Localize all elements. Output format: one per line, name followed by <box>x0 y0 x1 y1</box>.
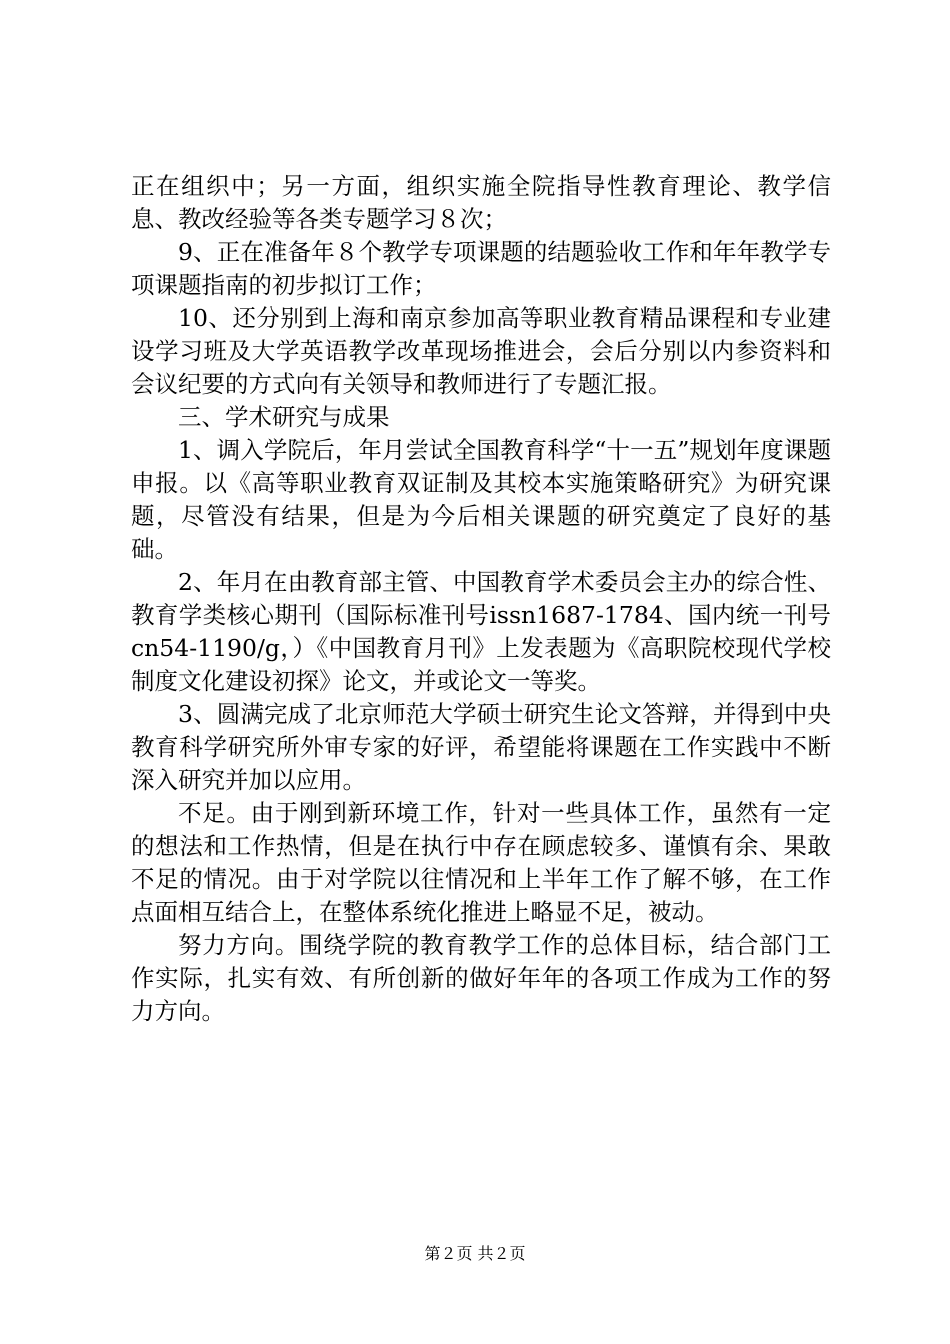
paragraph-direction: 努力方向。围绕学院的教育教学工作的总体目标，结合部门工作实际，扎实有效、有所创新的做好年年的各项工作成为工作的努力方向。 <box>131 931 831 1025</box>
page-number-footer: 第２页 共２页 <box>424 1244 526 1263</box>
section-heading-research: 三、学术研究与成果 <box>178 403 390 431</box>
paragraph-item-9: 9、正在准备年８个教学专项课题的结题验收工作和年年教学专项课题指南的初步拟订工作； <box>131 238 831 299</box>
paragraph-shortcomings: 不足。由于刚到新环境工作，针对一些具体工作，虽然有一定的想法和工作热情，但是在执行中存在顾虑较多、谨慎有余、果敢不足的情况。由于对学院以往情况和上半年工作了解不够，在工作点面相互结合上，在整体系统化推进上略显不足，被动。 <box>131 799 831 926</box>
paragraph-item-10: 10、还分别到上海和南京参加高等职业教育精品课程和专业建设学习班及大学英语教学改革现场推进会，会后分别以内参资料和会议纪要的方式向有关领导和教师进行了专题汇报。 <box>131 304 831 398</box>
paragraph-continuation: 正在组织中；另一方面，组织实施全院指导性教育理论、教学信息、教改经验等各类专题学习８次； <box>131 172 831 233</box>
document-body <box>131 170 831 1028</box>
paragraph-research-3: 3、圆满完成了北京师范大学硕士研究生论文答辩，并得到中央教育科学研究所外审专家的好评，希望能将课题在工作实践中不断深入研究并加以应用。 <box>131 700 831 794</box>
paragraph-research-1: 1、调入学院后，年月尝试全国教育科学“十一五”规划年度课题申报。以《高等职业教育双证制及其校本实施策略研究》为研究课题，尽管没有结果，但是为今后相关课题的研究奠定了良好的基础。 <box>131 436 831 563</box>
paragraph-research-2: 2、年月在由教育部主管、中国教育学术委员会主办的综合性、教育学类核心期刊（国际标准刊号issn1687-1784、国内统一刊号cn54-1190/g，）《中国教育月刊》上发表题为《高职院校现代学校制度文化建设初探》论文，并或论文一等奖。 <box>131 568 831 695</box>
